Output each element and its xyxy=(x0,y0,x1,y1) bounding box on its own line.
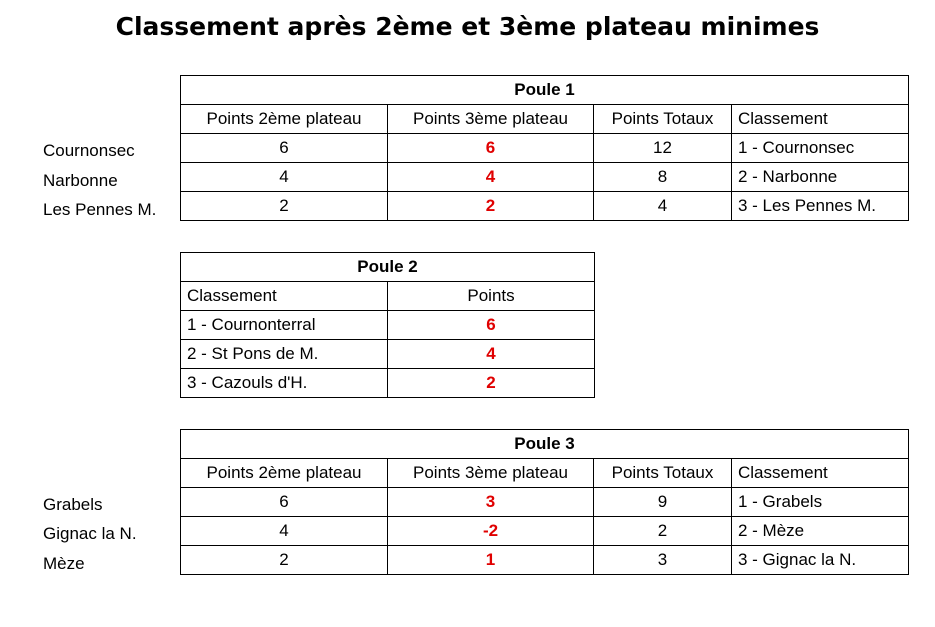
table-row xyxy=(181,311,595,340)
cell-points-3eme: 1 xyxy=(388,546,594,575)
table-row xyxy=(181,488,909,517)
cell-points-3eme: 6 xyxy=(388,134,594,163)
cell-classement: 1 - Cournonsec xyxy=(732,134,909,163)
cell-classement: 3 - Cazouls d'H. xyxy=(181,369,388,398)
poule1-caption: Poule 1 xyxy=(181,76,909,105)
table-row xyxy=(181,134,909,163)
table-row xyxy=(181,163,909,192)
cell-points: 2 xyxy=(388,369,595,398)
poule3-caption-row xyxy=(181,430,909,459)
cell-classement: 1 - Grabels xyxy=(732,488,909,517)
header-classement: Classement xyxy=(732,459,909,488)
table-row xyxy=(181,546,909,575)
cell-points-3eme: -2 xyxy=(388,517,594,546)
cell-points-2eme: 6 xyxy=(181,134,388,163)
poule3-table xyxy=(180,429,909,575)
cell-points-totaux: 9 xyxy=(594,488,732,517)
cell-points-2eme: 4 xyxy=(181,163,388,192)
poule3-caption: Poule 3 xyxy=(181,430,909,459)
cell-points-2eme: 2 xyxy=(181,192,388,221)
cell-points: 4 xyxy=(388,340,595,369)
table-row xyxy=(181,340,595,369)
poule3-team-label: Grabels xyxy=(43,495,103,514)
cell-classement: 2 - Narbonne xyxy=(732,163,909,192)
poule2-table xyxy=(180,252,595,398)
poule2-header-row xyxy=(181,282,595,311)
poule2-caption: Poule 2 xyxy=(181,253,595,282)
cell-classement: 2 - St Pons de M. xyxy=(181,340,388,369)
cell-points-2eme: 6 xyxy=(181,488,388,517)
header-points: Points xyxy=(388,282,595,311)
header-points-3eme: Points 3ème plateau xyxy=(388,459,594,488)
poule1-caption-row xyxy=(181,76,909,105)
poule1-table xyxy=(180,75,909,221)
header-points-2eme: Points 2ème plateau xyxy=(181,459,388,488)
poule3-header-row xyxy=(181,459,909,488)
header-points-2eme: Points 2ème plateau xyxy=(181,105,388,134)
cell-points-totaux: 8 xyxy=(594,163,732,192)
cell-points-totaux: 3 xyxy=(594,546,732,575)
cell-classement: 3 - Gignac la N. xyxy=(732,546,909,575)
poule1-header-row xyxy=(181,105,909,134)
cell-points-2eme: 4 xyxy=(181,517,388,546)
poule1-team-label: Les Pennes M. xyxy=(43,200,157,219)
cell-points-3eme: 3 xyxy=(388,488,594,517)
cell-points-3eme: 4 xyxy=(388,163,594,192)
cell-points-totaux: 2 xyxy=(594,517,732,546)
header-classement: Classement xyxy=(181,282,388,311)
table-row xyxy=(181,192,909,221)
cell-points-totaux: 12 xyxy=(594,134,732,163)
cell-classement: 3 - Les Pennes M. xyxy=(732,192,909,221)
cell-classement: 2 - Mèze xyxy=(732,517,909,546)
cell-points-2eme: 2 xyxy=(181,546,388,575)
header-points-totaux: Points Totaux xyxy=(594,105,732,134)
cell-points: 6 xyxy=(388,311,595,340)
header-points-totaux: Points Totaux xyxy=(594,459,732,488)
table-row xyxy=(181,517,909,546)
header-classement: Classement xyxy=(732,105,909,134)
poule1-team-label: Cournonsec xyxy=(43,141,135,160)
cell-points-3eme: 2 xyxy=(388,192,594,221)
page-title: Classement après 2ème et 3ème plateau minimes xyxy=(115,12,820,41)
poule3-team-label: Mèze xyxy=(43,554,85,573)
cell-classement: 1 - Cournonterral xyxy=(181,311,388,340)
cell-points-totaux: 4 xyxy=(594,192,732,221)
table-row xyxy=(181,369,595,398)
poule3-team-label: Gignac la N. xyxy=(43,524,137,543)
poule1-team-label: Narbonne xyxy=(43,171,118,190)
header-points-3eme: Points 3ème plateau xyxy=(388,105,594,134)
poule2-caption-row xyxy=(181,253,595,282)
